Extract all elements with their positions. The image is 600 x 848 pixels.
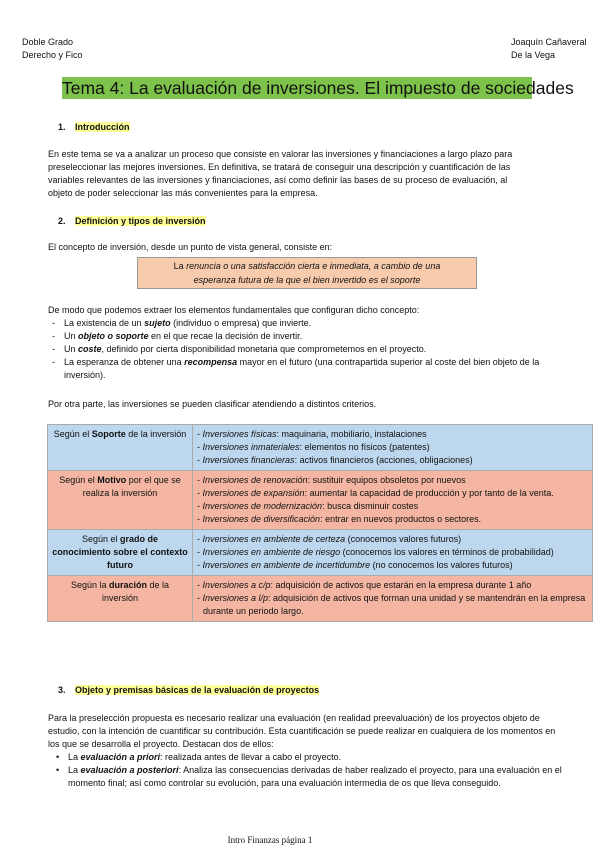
type-item: - Inversiones de renovación: sustituir equipos obsoletos por nuevos: [197, 475, 466, 485]
type-description: : busca disminuir costes: [322, 501, 419, 511]
item-text: La: [68, 752, 81, 762]
criterion-cell: [48, 425, 193, 471]
type-name: Inversiones de modernización: [202, 501, 323, 511]
types-cell: [193, 425, 593, 471]
definition-box: [137, 257, 477, 289]
list-item: [48, 343, 548, 356]
criterion-keyword: grado de conocimiento sobre el contexto futuro: [52, 534, 188, 570]
bullet-icon: •: [56, 765, 60, 775]
intro-paragraph: [48, 148, 512, 200]
evaluation-paragraph: Para la preselección propuesta es necesario realizar una evaluación (en realidad preevaluación) de los proyectos objeto de estudio, con la intención de cuantificar su contribución. Esta cuantificación se puede realizar en cualquiera de los momentos en los que se desarrolla el proyecto. Destacan dos de ellos:: [48, 713, 556, 749]
types-cell: [193, 471, 593, 530]
elements-list: [48, 317, 548, 382]
type-description: : elementos no físicos (patentes): [299, 442, 430, 452]
quote-text: renuncia o una satisfacción cierta e inmediata, a cambio de una: [186, 261, 441, 271]
type-name: Inversiones inmateriales: [202, 442, 300, 452]
type-name: Inversiones en ambiente de incertidumbre: [202, 560, 371, 570]
type-item: - Inversiones en ambiente de certeza (conocemos valores futuros): [197, 534, 462, 544]
type-item: - Inversiones físicas: maquinaria, mobiliario, instalaciones: [197, 429, 427, 439]
bullet-icon: -: [52, 318, 55, 328]
text-line: preseleccionar las mejores inversiones. En definitiva, se tratará de conseguir una descripción y cuantificación de las: [48, 162, 511, 172]
types-cell: [193, 576, 593, 622]
degree-line: Derecho y Fico: [22, 50, 83, 60]
bullet-icon: •: [56, 752, 60, 762]
type-name: Inversiones a c/p: [202, 580, 271, 590]
text-line: objeto de poder seleccionar las más convenientes para la empresa.: [48, 188, 318, 198]
type-name: Inversiones a l/p: [202, 593, 269, 603]
item-text: mayor en el futuro (una contrapartida superior al coste del bien objeto de la inversión).: [64, 357, 540, 380]
section-title: Definición y tipos de inversión: [75, 216, 206, 226]
list-item: [52, 764, 572, 790]
criterion-cell: [48, 530, 193, 576]
type-item: - Inversiones de diversificación: entrar en nuevos productos o sectores.: [197, 514, 482, 524]
type-name: Inversiones de expansión: [202, 488, 305, 498]
elements-lead: De modo que podemos extraer los elementos fundamentales que configuran dicho concepto:: [48, 305, 420, 315]
bullet-icon: -: [52, 331, 55, 341]
type-item: - Inversiones de expansión: aumentar la capacidad de producción y por tanto de la venta.: [197, 488, 554, 498]
section-heading: [58, 122, 130, 132]
type-description: (conocemos los valores en términos de probabilidad): [340, 547, 554, 557]
criterion-cell: [48, 471, 193, 530]
type-item: - Inversiones en ambiente de riesgo (conocemos los valores en términos de probabilidad): [197, 547, 554, 557]
type-description: : entrar en nuevos productos o sectores.: [320, 514, 482, 524]
text-line: variables relevantes de las inversiones y financiaciones, así como definir las bases de su proceso de evaluación, al: [48, 175, 508, 185]
type-description: (conocemos valores futuros): [345, 534, 462, 544]
page-title: Tema 4: La evaluación de inversiones. El impuesto de sociedades: [62, 78, 574, 98]
criterion-text: por el que se realiza la inversión: [82, 475, 181, 498]
concept-intro: El concepto de inversión, desde un punto de vista general, consiste en:: [48, 242, 333, 252]
type-description: : adquisición de activos que estarán en la empresa durante 1 año: [270, 580, 532, 590]
item-text: , definido por cierta disponibilidad monetaria que comprometemos en el proyecto.: [101, 344, 427, 354]
list-item: [48, 356, 548, 382]
criterion-keyword: Motivo: [97, 475, 127, 485]
section-number: 2.: [58, 216, 66, 226]
item-text: Un: [64, 331, 79, 341]
type-name: Inversiones en ambiente de riesgo: [202, 547, 341, 557]
item-emphasis: recompensa: [184, 357, 238, 367]
criterion-text: Según el: [53, 429, 92, 439]
criterion-text: Según la: [70, 580, 109, 590]
item-text: (individuo o empresa) que invierte.: [170, 318, 312, 328]
criterion-cell: [48, 576, 193, 622]
classification-lead: Por otra parte, las inversiones se pueden clasificar atendiendo a distintos criterios.: [48, 399, 377, 409]
table-row: [48, 530, 593, 576]
type-description: : activos financieros (acciones, obligaciones): [294, 455, 473, 465]
quote-text: esperanza futura de la que el bien invertido es el soporte: [193, 275, 421, 285]
item-text: Un: [64, 344, 79, 354]
header-left: [22, 36, 83, 62]
type-name: Inversiones físicas: [202, 429, 277, 439]
type-description: : maquinaria, mobiliario, instalaciones: [276, 429, 427, 439]
quote-text: La: [173, 261, 187, 271]
text-line: En este tema se va a analizar un proceso que consiste en valorar las inversiones y financiaciones a largo plazo para: [48, 149, 513, 159]
item-text: : Analiza las consecuencias derivadas de haber realizado el proyecto, para una evaluación en el momento final; así como controlar su evolución, para una evaluación intermedia de os que lleva conseguido.: [68, 765, 562, 788]
table-row: [48, 425, 593, 471]
table-row: [48, 576, 593, 622]
list-item: [48, 330, 548, 343]
table-row: [48, 471, 593, 530]
item-emphasis: evaluación a posteriori: [80, 765, 179, 775]
item-text: La: [68, 765, 81, 775]
section-number: 3.: [58, 685, 66, 695]
type-description: : sustituir equipos obsoletos por nuevos: [307, 475, 466, 485]
criterion-text: Según el: [59, 475, 98, 485]
author-line: Joaquín Cañaveral: [511, 37, 587, 47]
type-item: - Inversiones inmateriales: elementos no físicos (patentes): [197, 442, 430, 452]
section-title: Objeto y premisas básicas de la evaluación de proyectos: [75, 685, 320, 695]
degree-line: Doble Grado: [22, 37, 74, 47]
type-item: - Inversiones financieras: activos financieros (acciones, obligaciones): [197, 455, 473, 465]
types-cell: [193, 530, 593, 576]
item-emphasis: coste: [78, 344, 102, 354]
type-name: Inversiones en ambiente de certeza: [202, 534, 346, 544]
type-item: - Inversiones de modernización: busca disminuir costes: [197, 501, 419, 511]
section-number: 1.: [58, 122, 66, 132]
classification-table: [47, 424, 593, 622]
type-item: - Inversiones en ambiente de incertidumbre (no conocemos los valores futuros): [197, 560, 513, 570]
type-name: Inversiones de diversificación: [202, 514, 321, 524]
criterion-text: Según el: [81, 534, 120, 544]
item-emphasis: evaluación a priori: [80, 752, 161, 762]
section-title: Introducción: [75, 122, 130, 132]
section-heading: [58, 685, 319, 695]
type-name: Inversiones de renovación: [202, 475, 308, 485]
item-text: : realizada antes de llevar a cabo el proyecto.: [160, 752, 342, 762]
type-item: - Inversiones a l/p: adquisición de activos que forman una unidad y se mantendrán en la empresa durante un periodo largo.: [197, 593, 586, 616]
page-footer: Intro Finanzas página 1: [227, 835, 313, 845]
type-description: : aumentar la capacidad de producción y por tanto de la venta.: [304, 488, 554, 498]
criterion-keyword: duración: [108, 580, 147, 590]
item-text: en el que recae la decisión de invertir.: [148, 331, 303, 341]
type-description: : adquisición de activos que forman una unidad y se mantendrán en la empresa durante un periodo largo.: [203, 593, 586, 616]
item-emphasis: sujeto: [144, 318, 171, 328]
item-text: La existencia de un: [64, 318, 145, 328]
item-emphasis: objeto o soporte: [78, 331, 149, 341]
section-heading: [58, 216, 206, 226]
criterion-keyword: Soporte: [91, 429, 126, 439]
bullet-icon: -: [52, 357, 55, 367]
type-item: - Inversiones a c/p: adquisición de activos que estarán en la empresa durante 1 año: [197, 580, 532, 590]
bullet-icon: -: [52, 344, 55, 354]
criterion-text: de la inversión: [101, 580, 170, 603]
type-description: (no conocemos los valores futuros): [370, 560, 513, 570]
header-right: [511, 36, 587, 62]
evaluation-list: [52, 751, 572, 790]
list-item: [48, 317, 548, 330]
author-line: De la Vega: [511, 50, 556, 60]
criterion-text: de la inversión: [125, 429, 187, 439]
type-name: Inversiones financieras: [202, 455, 295, 465]
item-text: La esperanza de obtener una: [64, 357, 185, 367]
list-item: [52, 751, 572, 764]
